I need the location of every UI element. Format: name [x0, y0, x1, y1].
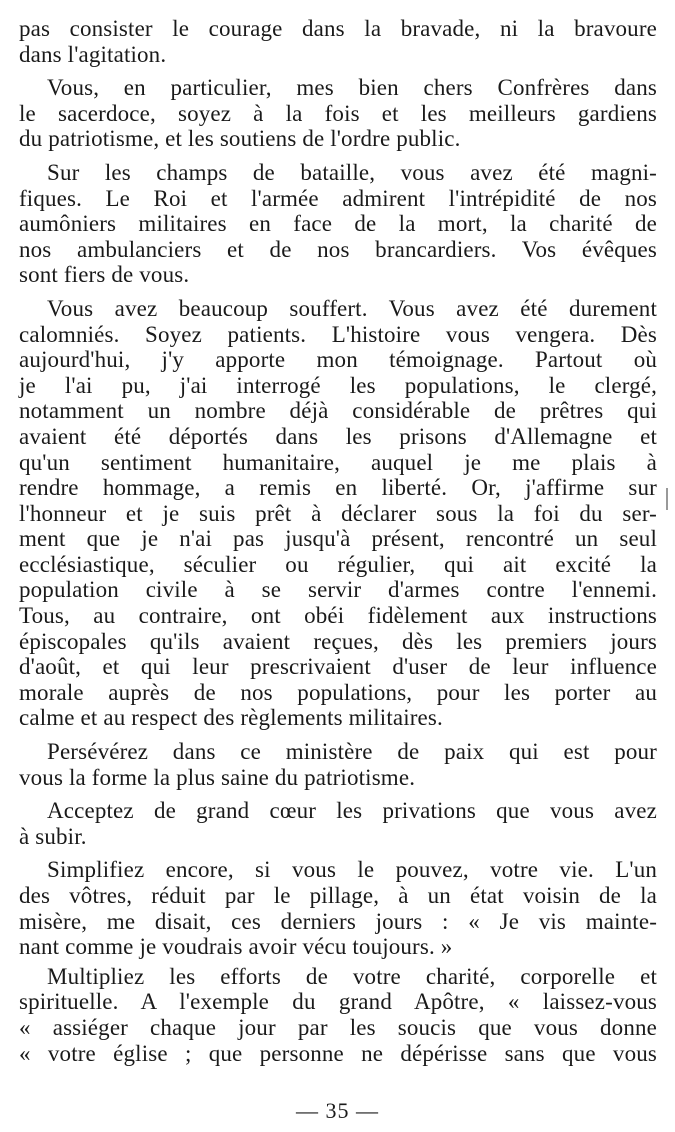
text-line: notamment un nombre déjà considérable de prêtres qui	[19, 398, 657, 424]
text-line: misère, me disait, ces derniers jours : « Je vis mainte-	[19, 908, 657, 934]
paragraph	[19, 798, 657, 849]
paragraph	[19, 739, 657, 790]
text-line: épiscopales qu'ils avaient reçues, dès les premiers jours	[19, 628, 657, 654]
text-line: calme et au respect des règlements militaires.	[19, 705, 443, 731]
paragraph	[19, 857, 657, 959]
text-line: sont fiers de vous.	[19, 262, 190, 288]
text-line: des vôtres, réduit par le pillage, à un état voisin de la	[19, 883, 657, 908]
text-line: spirituelle. A l'exemple du grand Apôtre, « laissez-vous	[19, 989, 657, 1015]
text-line: d'août, et qui leur prescrivaient d'user de leur influence	[19, 654, 657, 680]
text-line: Sur les champs de bataille, vous avez été magni-	[47, 159, 657, 185]
text-line: morale auprès de nos populations, pour les porter au	[19, 679, 657, 705]
text-line: pas consister le courage dans la bravade, ni la bravoure	[19, 16, 657, 41]
page-number: — 35 —	[296, 1098, 379, 1123]
text-line: Vous avez beaucoup souffert. Vous avez été durement	[47, 295, 657, 321]
text-line: le sacerdoce, soyez à la fois et les meilleurs gardiens	[19, 100, 657, 126]
paragraph	[19, 160, 657, 288]
text-line: ment que je n'ai pas jusqu'à présent, rencontré un seul	[19, 526, 657, 552]
paragraph	[19, 296, 657, 731]
text-line: Multipliez les efforts de votre charité, corporelle et	[47, 963, 657, 989]
paragraph	[19, 75, 657, 152]
text-line: « assiéger chaque jour par les soucis que vous donne	[19, 1014, 657, 1040]
text-line: nant comme je voudrais avoir vécu toujours. »	[19, 934, 453, 960]
text-line: Persévérez dans ce ministère de paix qui est pour	[47, 739, 657, 765]
margin-mark	[666, 488, 668, 510]
paragraph	[19, 16, 657, 67]
text-line: dans l'agitation.	[19, 41, 167, 67]
text-line: qu'un sentiment humanitaire, auquel je me plais à	[19, 449, 657, 475]
text-line: population civile à se servir d'armes contre l'ennemi.	[19, 577, 657, 603]
text-line: à subir.	[19, 823, 87, 849]
paragraph	[19, 964, 657, 1066]
text-line: nos ambulanciers et de nos brancardiers. Vos évêques	[19, 236, 657, 262]
text-line: Tous, au contraire, ont obéi fidèlement aux instructions	[19, 603, 657, 629]
text-line: rendre hommage, a remis en liberté. Or, j'affirme sur	[19, 475, 657, 501]
text-line: Vous, en particulier, mes bien chers Confrères dans	[47, 75, 657, 101]
text-line: fiques. Le Roi et l'armée admirent l'intrépidité de nos	[19, 185, 657, 211]
text-line: aujourd'hui, j'y apporte mon témoignage. Partout où	[19, 347, 657, 373]
text-line: aumôniers militaires en face de la mort, la charité de	[19, 211, 657, 237]
text-line: je l'ai pu, j'ai interrogé les populations, le clergé,	[19, 372, 657, 398]
text-line: ecclésiastique, séculier ou régulier, qui ait excité la	[19, 551, 657, 577]
text-line: calomniés. Soyez patients. L'histoire vous vengera. Dès	[19, 321, 657, 347]
text-line: avaient été déportés dans les prisons d'Allemagne et	[19, 423, 657, 449]
text-line: vous la forme la plus saine du patriotisme.	[19, 764, 416, 790]
body-text	[19, 16, 657, 1066]
text-line: Acceptez de grand cœur les privations que vous avez	[47, 798, 657, 824]
text-line: « votre église ; que personne ne dépérisse sans que vous	[19, 1040, 657, 1066]
text-line: Simplifiez encore, si vous le pouvez, votre vie. L'un	[47, 857, 657, 883]
text-line: l'honneur et je suis prêt à déclarer sous la foi du ser-	[19, 500, 657, 526]
text-line: du patriotisme, et les soutiens de l'ordre public.	[19, 126, 461, 152]
